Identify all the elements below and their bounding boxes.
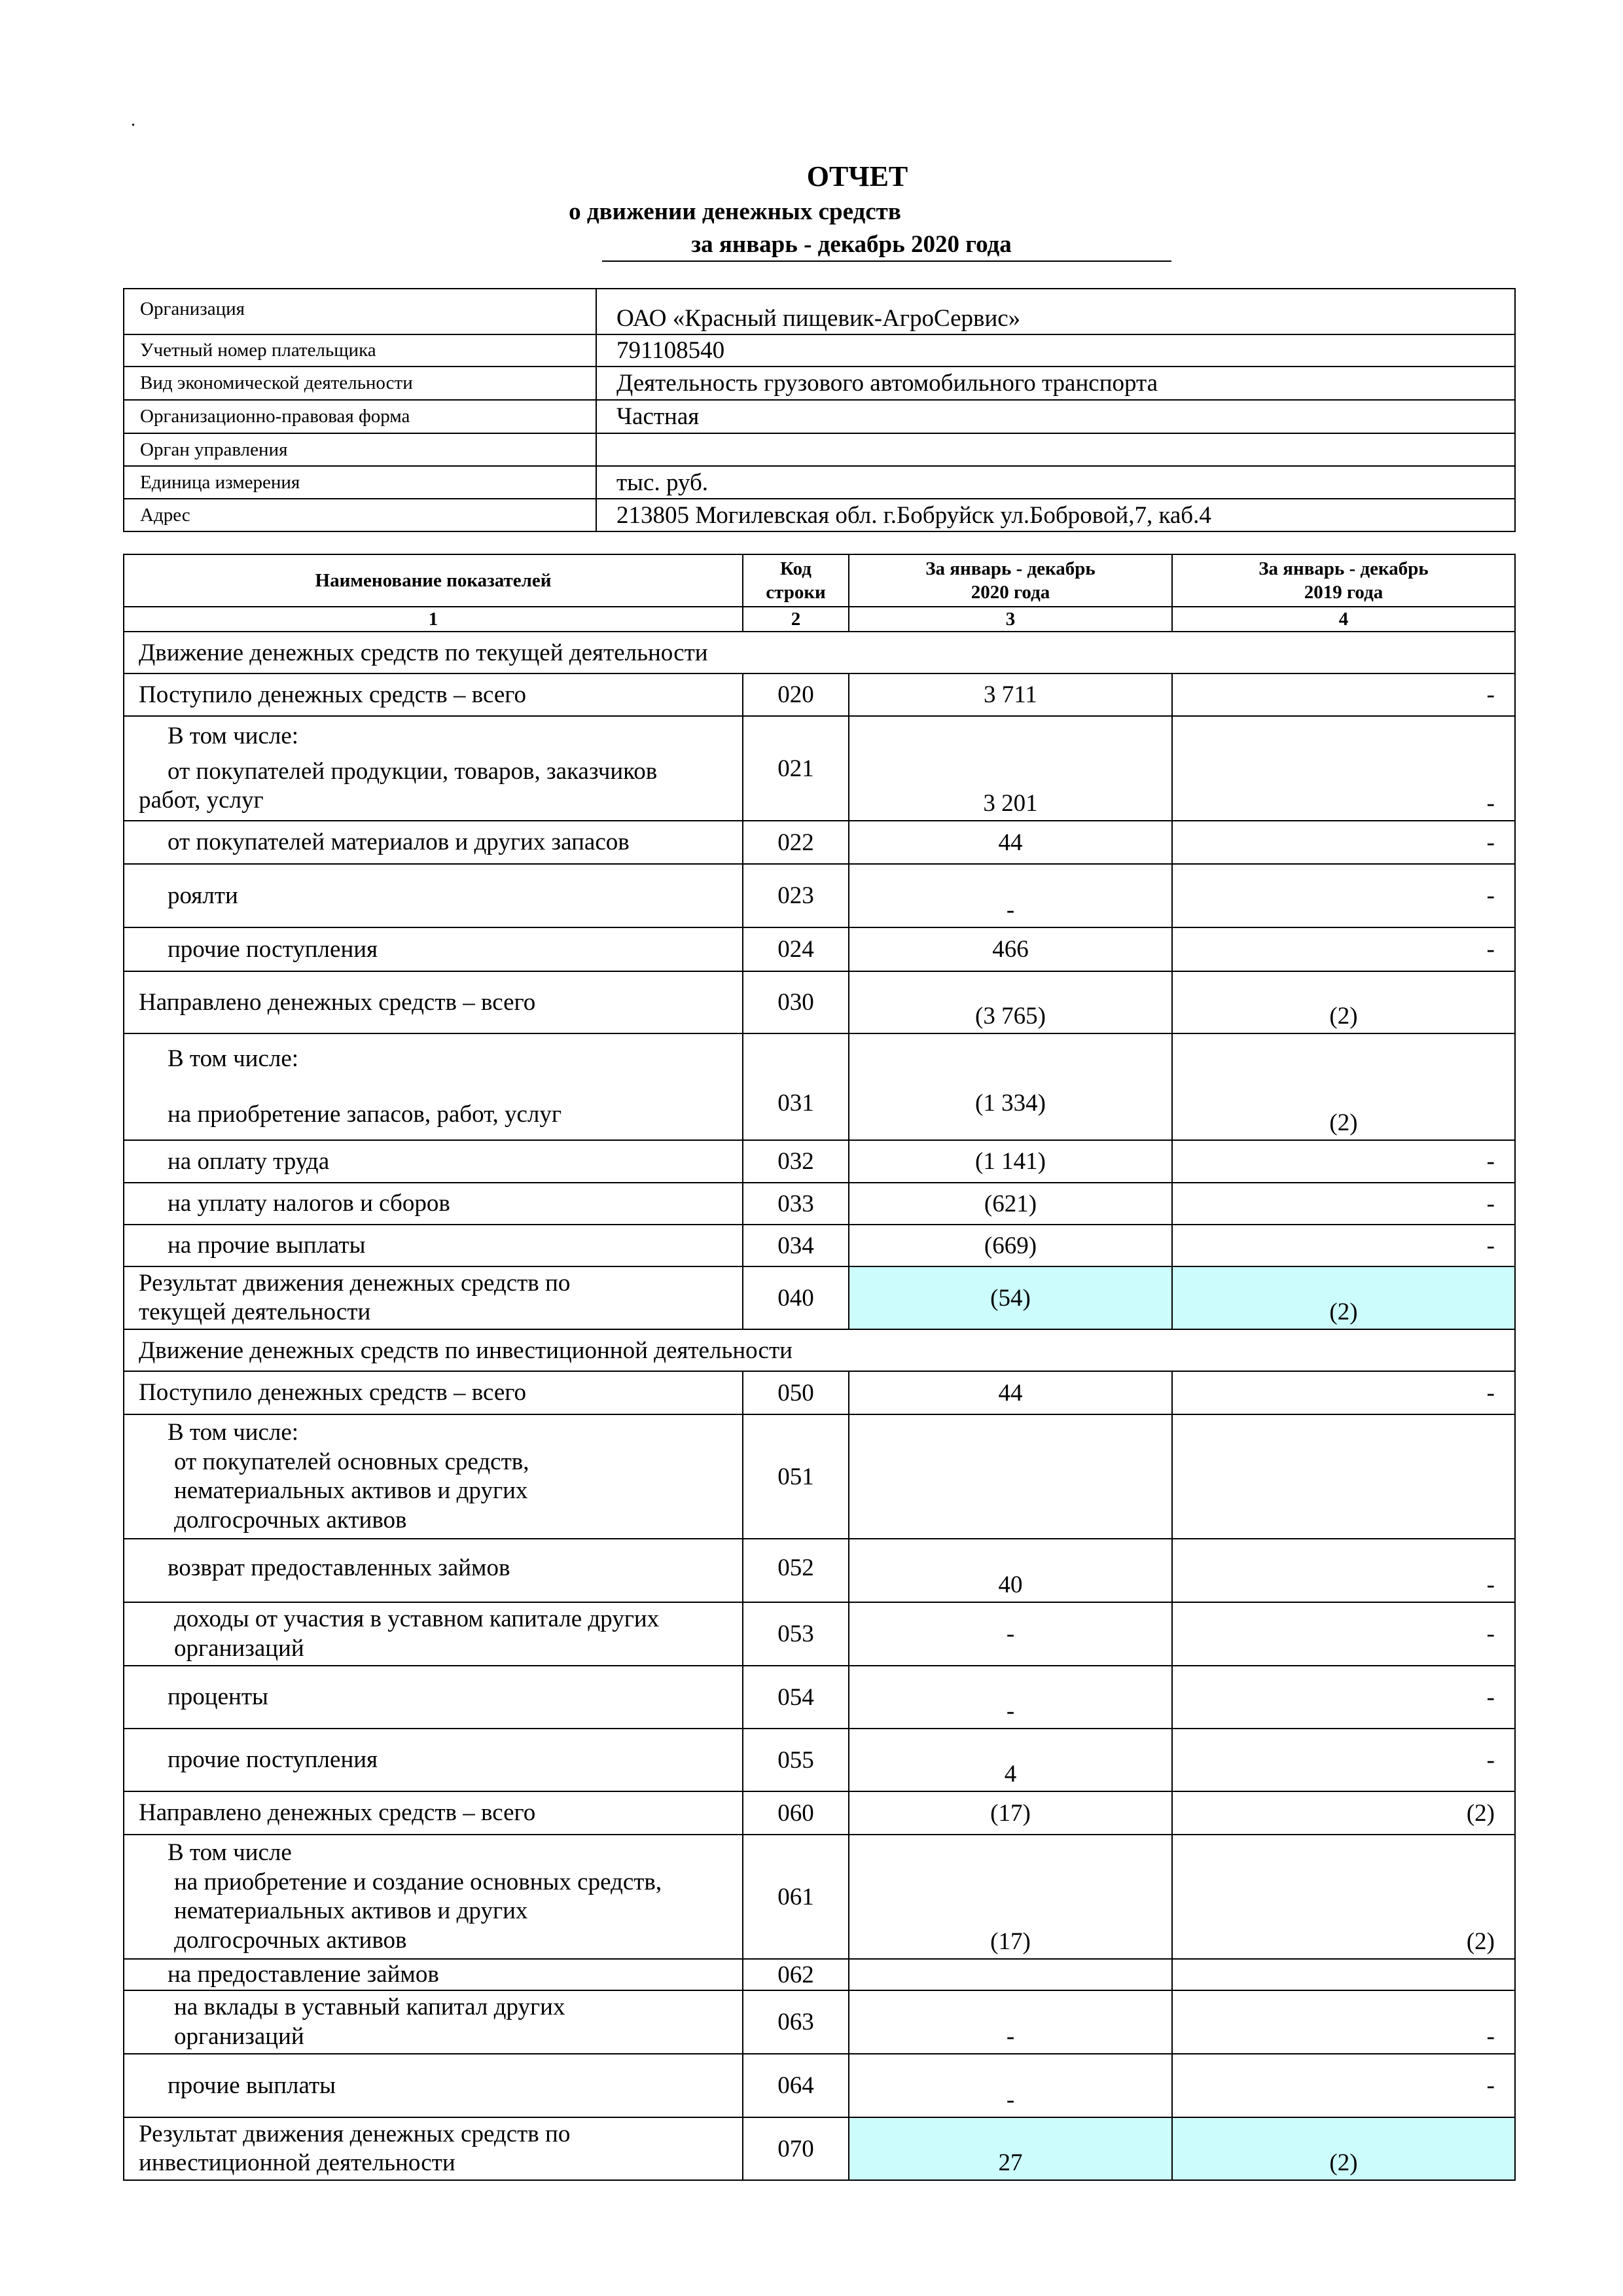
table-row — [124, 1835, 1515, 1959]
header-code-line1: Код — [780, 558, 812, 579]
row-name — [124, 1266, 743, 1329]
row-previous: - — [1172, 673, 1515, 716]
table-row — [124, 1033, 1515, 1140]
header-code — [743, 554, 849, 607]
organization-info-table — [123, 288, 1516, 532]
row-current: 27 — [849, 2117, 1172, 2180]
row-name-line1: на приобретение и создание основных средств, — [174, 1868, 662, 1895]
row-name: роялти — [124, 864, 743, 927]
row-previous: - — [1172, 1990, 1515, 2054]
header-current — [849, 554, 1172, 607]
row-code: 064 — [743, 2054, 849, 2117]
section-row — [124, 632, 1515, 673]
row-previous: (2) — [1172, 1266, 1515, 1329]
info-row — [124, 400, 1515, 433]
row-name: возврат предоставленных займов — [124, 1539, 743, 1602]
row-name — [124, 1990, 743, 2054]
section-row — [124, 1329, 1515, 1371]
info-value: 213805 Могилевская обл. г.Бобруйск ул.Бобровой,7, каб.4 — [596, 499, 1515, 531]
table-row — [124, 1371, 1515, 1414]
row-code: 024 — [743, 927, 849, 971]
row-name-line1: от покупателей продукции, товаров, заказчиков — [168, 758, 658, 785]
info-label: Единица измерения — [124, 466, 596, 499]
header-previous-line1: За январь - декабрь — [1258, 558, 1429, 579]
column-number: 2 — [743, 607, 849, 632]
info-row — [124, 367, 1515, 400]
row-name: прочие выплаты — [124, 2054, 743, 2117]
row-name — [124, 1033, 743, 1140]
cash-flow-table — [123, 554, 1516, 2181]
header-current-line1: За январь - декабрь — [925, 558, 1096, 579]
info-label: Организационно-правовая форма — [124, 400, 596, 433]
column-number: 1 — [124, 607, 743, 632]
row-name — [124, 1602, 743, 1666]
table-row — [124, 1140, 1515, 1183]
table-row — [124, 1266, 1515, 1329]
in-total-label: В том числе — [168, 1839, 292, 1867]
row-name-line2: организаций — [174, 1634, 304, 1662]
header-current-line2: 2020 года — [971, 582, 1050, 603]
row-current: (54) — [849, 1266, 1172, 1329]
row-current: (3 765) — [849, 971, 1172, 1033]
table-row — [124, 1414, 1515, 1539]
row-previous: - — [1172, 1140, 1515, 1183]
row-current: 3 201 — [849, 716, 1172, 821]
row-name: Поступило денежных средств – всего — [124, 1371, 743, 1414]
section-investing: Движение денежных средств по инвестиционной деятельности — [124, 1329, 1515, 1371]
info-value: тыс. руб. — [596, 466, 1515, 499]
table-row — [124, 1539, 1515, 1602]
row-name-line2: текущей деятельности — [139, 1299, 371, 1326]
header-code-line2: строки — [766, 582, 826, 603]
row-code: 032 — [743, 1140, 849, 1183]
row-name: Направлено денежных средств – всего — [124, 1791, 743, 1835]
row-code: 033 — [743, 1183, 849, 1225]
column-number: 4 — [1172, 607, 1515, 632]
row-current: 44 — [849, 1371, 1172, 1414]
row-code: 054 — [743, 1666, 849, 1729]
row-previous: - — [1172, 1729, 1515, 1791]
row-previous: (2) — [1172, 2117, 1515, 2180]
row-code: 062 — [743, 1959, 849, 1990]
row-code: 070 — [743, 2117, 849, 2180]
table-row — [124, 1602, 1515, 1666]
row-code: 023 — [743, 864, 849, 927]
table-row — [124, 821, 1515, 864]
row-previous: (2) — [1172, 1791, 1515, 1835]
row-previous: - — [1172, 1371, 1515, 1414]
info-row — [124, 289, 1515, 334]
row-code: 031 — [743, 1033, 849, 1140]
info-row — [124, 334, 1515, 367]
row-current: - — [849, 1990, 1172, 2054]
row-name: прочие поступления — [124, 927, 743, 971]
row-code: 030 — [743, 971, 849, 1033]
row-current: 466 — [849, 927, 1172, 971]
row-name-line2: организаций — [174, 2022, 304, 2050]
table-row — [124, 2054, 1515, 2117]
row-name: Направлено денежных средств – всего — [124, 971, 743, 1033]
column-number: 3 — [849, 607, 1172, 632]
section-operating: Движение денежных средств по текущей деятельности — [124, 632, 1515, 673]
row-code: 022 — [743, 821, 849, 864]
row-code: 021 — [743, 716, 849, 821]
row-previous: (2) — [1172, 1033, 1515, 1140]
row-previous: (2) — [1172, 1835, 1515, 1959]
row-current: - — [849, 1666, 1172, 1729]
info-row — [124, 433, 1515, 466]
page-mark: . — [131, 110, 135, 130]
info-value — [596, 433, 1515, 466]
info-value: 791108540 — [596, 334, 1515, 367]
row-code: 063 — [743, 1990, 849, 2054]
row-current: (1 334) — [849, 1033, 1172, 1140]
row-current: 3 711 — [849, 673, 1172, 716]
row-name: на предоставление займов — [124, 1959, 743, 1990]
row-current: - — [849, 2054, 1172, 2117]
row-current: (669) — [849, 1225, 1172, 1266]
row-name: на уплату налогов и сборов — [124, 1183, 743, 1225]
report-title: ОТЧЕТ — [806, 160, 908, 192]
row-current: 4 — [849, 1729, 1172, 1791]
table-row — [124, 864, 1515, 927]
row-code: 051 — [743, 1414, 849, 1539]
row-previous — [1172, 1959, 1515, 1990]
row-previous: - — [1172, 1539, 1515, 1602]
period-underline — [602, 260, 1171, 262]
info-value: ОАО «Красный пищевик-АгроСервис» — [596, 289, 1515, 334]
table-row — [124, 1666, 1515, 1729]
row-code: 061 — [743, 1835, 849, 1959]
row-current: 44 — [849, 821, 1172, 864]
header-previous — [1172, 554, 1515, 607]
row-name-line1: Результат движения денежных средств по — [139, 1269, 571, 1297]
row-previous: (2) — [1172, 971, 1515, 1033]
row-name — [124, 2117, 743, 2180]
header-name: Наименование показателей — [124, 554, 743, 607]
table-row — [124, 1959, 1515, 1990]
row-name-line1: на вклады в уставный капитал других — [174, 1994, 565, 2021]
table-header-row — [124, 554, 1515, 607]
row-code: 052 — [743, 1539, 849, 1602]
info-row — [124, 499, 1515, 531]
row-name-line3: долгосрочных активов — [174, 1506, 407, 1534]
row-current: 40 — [849, 1539, 1172, 1602]
row-code: 020 — [743, 673, 849, 716]
row-name: на прочие выплаты — [124, 1225, 743, 1266]
row-name-line1: доходы от участия в уставном капитале других — [174, 1605, 660, 1633]
report-period: за январь - декабрь 2020 года — [691, 231, 1012, 258]
row-previous — [1172, 1414, 1515, 1539]
row-name-line1: на приобретение запасов, работ, услуг — [168, 1100, 562, 1128]
table-row — [124, 1791, 1515, 1835]
row-current: (17) — [849, 1791, 1172, 1835]
row-previous: - — [1172, 1183, 1515, 1225]
row-previous: - — [1172, 1602, 1515, 1666]
info-label: Адрес — [124, 499, 596, 531]
row-current: - — [849, 1602, 1172, 1666]
row-name: Поступило денежных средств – всего — [124, 673, 743, 716]
table-row — [124, 1729, 1515, 1791]
row-code: 060 — [743, 1791, 849, 1835]
row-previous: - — [1172, 1666, 1515, 1729]
row-previous: - — [1172, 927, 1515, 971]
row-name-line2: инвестиционной деятельности — [139, 2149, 455, 2177]
row-previous: - — [1172, 864, 1515, 927]
table-row — [124, 1183, 1515, 1225]
report-subtitle: о движении денежных средств — [569, 198, 901, 225]
row-name — [124, 716, 743, 821]
table-row — [124, 927, 1515, 971]
table-row — [124, 2117, 1515, 2180]
in-total-label: В том числе: — [168, 1045, 299, 1073]
row-previous: - — [1172, 716, 1515, 821]
row-name-line3: долгосрочных активов — [174, 1926, 407, 1954]
in-total-label: В том числе: — [168, 1419, 299, 1446]
row-name-line1: от покупателей основных средств, — [174, 1448, 529, 1475]
row-previous: - — [1172, 821, 1515, 864]
row-name-line2: нематериальных активов и других — [174, 1477, 528, 1505]
table-row — [124, 1225, 1515, 1266]
in-total-label: В том числе: — [168, 722, 299, 749]
row-name-line1: Результат движения денежных средств по — [139, 2120, 571, 2147]
table-row — [124, 673, 1515, 716]
row-name: проценты — [124, 1666, 743, 1729]
row-code: 050 — [743, 1371, 849, 1414]
row-current: (17) — [849, 1835, 1172, 1959]
row-name-line2: нематериальных активов и других — [174, 1897, 528, 1925]
row-code: 055 — [743, 1729, 849, 1791]
info-label: Организация — [124, 289, 596, 334]
table-row — [124, 971, 1515, 1033]
info-value: Частная — [596, 400, 1515, 433]
row-previous: - — [1172, 1225, 1515, 1266]
info-row — [124, 466, 1515, 499]
info-label: Учетный номер плательщика — [124, 334, 596, 367]
row-name-line2: работ, услуг — [139, 787, 264, 814]
row-name — [124, 1835, 743, 1959]
row-name: прочие поступления — [124, 1729, 743, 1791]
header-previous-line2: 2019 года — [1304, 582, 1383, 603]
row-code: 034 — [743, 1225, 849, 1266]
table-row — [124, 1990, 1515, 2054]
row-name — [124, 1414, 743, 1539]
row-current: (1 141) — [849, 1140, 1172, 1183]
row-current: (621) — [849, 1183, 1172, 1225]
info-label: Орган управления — [124, 433, 596, 466]
info-label: Вид экономической деятельности — [124, 367, 596, 400]
table-row — [124, 716, 1515, 821]
row-code: 040 — [743, 1266, 849, 1329]
row-current — [849, 1414, 1172, 1539]
column-number-row — [124, 607, 1515, 632]
row-code: 053 — [743, 1602, 849, 1666]
row-current: - — [849, 864, 1172, 927]
info-value: Деятельность грузового автомобильного транспорта — [596, 367, 1515, 400]
row-name: на оплату труда — [124, 1140, 743, 1183]
row-name: от покупателей материалов и других запасов — [124, 821, 743, 864]
row-current — [849, 1959, 1172, 1990]
row-previous: - — [1172, 2054, 1515, 2117]
